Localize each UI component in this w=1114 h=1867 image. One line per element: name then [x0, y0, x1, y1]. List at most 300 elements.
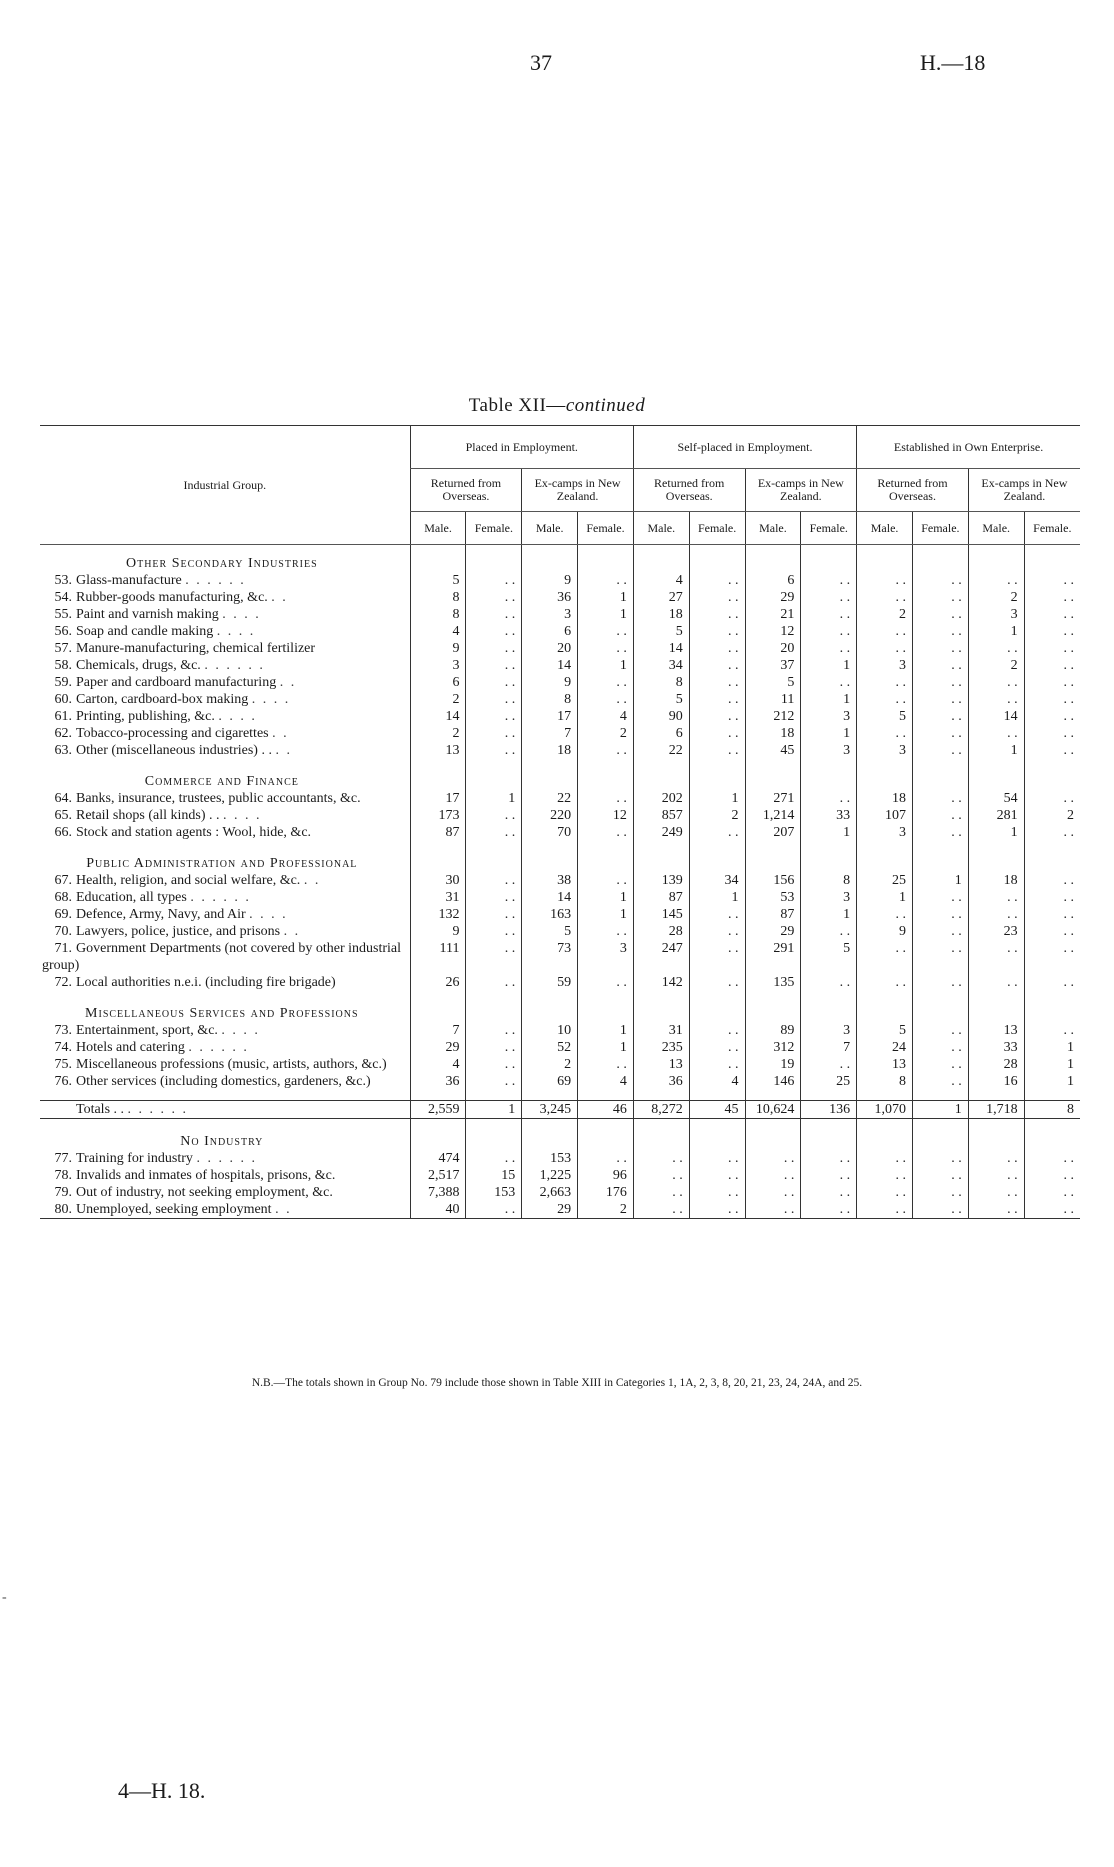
value-cell: . . — [1024, 606, 1080, 623]
value-cell: 3 — [522, 606, 578, 623]
leader-dots: . . . . — [218, 709, 257, 724]
value-cell: 3 — [801, 889, 857, 906]
value-cell: 36 — [410, 1073, 466, 1090]
value-cell: . . — [857, 1201, 913, 1219]
value-cell: . . — [578, 974, 634, 991]
empty-cell — [801, 545, 857, 573]
table-row — [40, 1039, 1080, 1056]
value-cell: 1 — [689, 790, 745, 807]
value-cell: 28 — [968, 1056, 1024, 1073]
value-cell: 21 — [745, 606, 801, 623]
value-cell: . . — [1024, 691, 1080, 708]
value-cell: . . — [689, 725, 745, 742]
value-cell: 9 — [522, 674, 578, 691]
value-cell: 31 — [410, 889, 466, 906]
row-label — [40, 872, 410, 889]
row-label-text: Training for industry — [76, 1151, 193, 1166]
value-cell: 7 — [522, 725, 578, 742]
empty-cell — [912, 991, 968, 1022]
value-cell: 87 — [633, 889, 689, 906]
table-row — [40, 1150, 1080, 1167]
value-cell: 3 — [857, 824, 913, 841]
empty-cell — [857, 545, 913, 573]
value-cell: 1 — [968, 623, 1024, 640]
value-cell: . . — [689, 1167, 745, 1184]
value-cell: 14 — [522, 889, 578, 906]
table-row — [40, 824, 1080, 841]
value-cell: 6 — [522, 623, 578, 640]
value-cell: 5 — [857, 708, 913, 725]
value-cell: . . — [857, 572, 913, 589]
footer-reference: 4—H. 18. — [118, 1778, 206, 1803]
value-cell: . . — [912, 940, 968, 974]
value-cell: . . — [801, 623, 857, 640]
leader-dots: . . . . . . — [188, 1040, 249, 1055]
value-cell: 2,517 — [410, 1167, 466, 1184]
value-cell: 8 — [801, 872, 857, 889]
value-cell: . . — [1024, 725, 1080, 742]
table-row — [40, 725, 1080, 742]
value-cell: . . — [1024, 790, 1080, 807]
value-cell: . . — [801, 923, 857, 940]
row-label — [40, 1022, 410, 1039]
value-cell: 1 — [801, 906, 857, 923]
value-cell: 1 — [578, 657, 634, 674]
row-number: 53. — [54, 573, 72, 588]
section-heading-row — [40, 1119, 1080, 1151]
value-cell: . . — [1024, 708, 1080, 725]
table-row — [40, 1201, 1080, 1219]
value-cell: . . — [466, 589, 522, 606]
value-cell: . . — [466, 974, 522, 991]
row-number: 70. — [54, 924, 72, 939]
empty-cell — [857, 759, 913, 790]
value-cell: . . — [857, 906, 913, 923]
table-row — [40, 623, 1080, 640]
row-label-text: Retail shops (all kinds) . . — [76, 808, 220, 823]
value-cell: . . — [912, 906, 968, 923]
value-cell: 1 — [578, 906, 634, 923]
sex-header: Male. — [968, 512, 1024, 545]
table-row — [40, 923, 1080, 940]
value-cell: . . — [578, 742, 634, 759]
value-cell: 1 — [968, 824, 1024, 841]
table-row — [40, 674, 1080, 691]
value-cell: 19 — [745, 1056, 801, 1073]
row-label-text: Rubber-goods manufacturing, &c. — [76, 590, 268, 605]
empty-cell — [410, 1090, 466, 1101]
value-cell: 96 — [578, 1167, 634, 1184]
value-cell: . . — [689, 940, 745, 974]
value-cell: . . — [912, 1039, 968, 1056]
empty-cell — [912, 545, 968, 573]
value-cell: 29 — [522, 1201, 578, 1219]
value-cell: 40 — [410, 1201, 466, 1219]
value-cell: . . — [968, 889, 1024, 906]
row-number: 61. — [54, 709, 72, 724]
value-cell: . . — [912, 1201, 968, 1219]
value-cell: 4 — [410, 1056, 466, 1073]
sex-header: Female. — [801, 512, 857, 545]
value-cell: . . — [466, 572, 522, 589]
value-cell: 1 — [466, 790, 522, 807]
value-cell: . . — [1024, 1184, 1080, 1201]
value-cell: . . — [578, 790, 634, 807]
value-cell: 156 — [745, 872, 801, 889]
value-cell: 5 — [522, 923, 578, 940]
value-cell: . . — [801, 589, 857, 606]
empty-cell — [801, 759, 857, 790]
value-cell: . . — [912, 807, 968, 824]
value-cell: . . — [1024, 940, 1080, 974]
value-cell: . . — [857, 623, 913, 640]
value-cell: 5 — [801, 940, 857, 974]
value-cell: . . — [912, 640, 968, 657]
empty-cell — [522, 545, 578, 573]
value-cell: . . — [578, 640, 634, 657]
subgroup-header: Ex-camps in New Zealand. — [968, 469, 1080, 512]
value-cell: 26 — [410, 974, 466, 991]
leader-dots: . . — [279, 675, 297, 690]
value-cell: 16 — [968, 1073, 1024, 1090]
value-cell: . . — [912, 1150, 968, 1167]
value-cell: . . — [968, 1150, 1024, 1167]
row-label-text: Hotels and catering — [76, 1040, 185, 1055]
value-cell: . . — [968, 940, 1024, 974]
row-label-text: Unemployed, seeking employment — [76, 1202, 272, 1217]
empty-cell — [466, 545, 522, 573]
sex-header: Female. — [912, 512, 968, 545]
value-cell: 18 — [857, 790, 913, 807]
table-row — [40, 708, 1080, 725]
value-cell: . . — [466, 708, 522, 725]
value-cell: . . — [1024, 640, 1080, 657]
value-cell: . . — [857, 1184, 913, 1201]
value-cell: 10 — [522, 1022, 578, 1039]
value-cell: . . — [1024, 824, 1080, 841]
value-cell: 281 — [968, 807, 1024, 824]
value-cell: 3 — [801, 742, 857, 759]
row-label — [40, 708, 410, 725]
row-number: 62. — [54, 726, 72, 741]
table-row — [40, 657, 1080, 674]
value-cell: . . — [1024, 572, 1080, 589]
empty-cell — [689, 759, 745, 790]
sex-header: Female. — [689, 512, 745, 545]
empty-cell — [522, 841, 578, 872]
row-label — [40, 974, 410, 991]
table-row — [40, 974, 1080, 991]
value-cell: . . — [801, 1167, 857, 1184]
leader-dots: . . . . — [222, 607, 261, 622]
leader-dots: . . . . — [221, 1023, 260, 1038]
row-label — [40, 1039, 410, 1056]
leader-dots: . . . . — [223, 808, 262, 823]
value-cell: 31 — [633, 1022, 689, 1039]
table-title-continued: continued — [565, 395, 646, 416]
row-label — [40, 742, 410, 759]
value-cell: 15 — [466, 1167, 522, 1184]
value-cell: 70 — [522, 824, 578, 841]
value-cell: . . — [689, 691, 745, 708]
value-cell: . . — [912, 742, 968, 759]
value-cell: 142 — [633, 974, 689, 991]
row-label-text: Carton, cardboard-box making — [76, 692, 249, 707]
table-container — [40, 425, 1080, 1219]
table-row — [40, 940, 1080, 974]
value-cell: . . — [633, 1184, 689, 1201]
value-cell: . . — [578, 872, 634, 889]
value-cell: . . — [857, 589, 913, 606]
empty-cell — [1024, 1119, 1080, 1151]
value-cell: . . — [689, 674, 745, 691]
value-cell: 18 — [522, 742, 578, 759]
value-cell: . . — [968, 640, 1024, 657]
value-cell: 2 — [578, 1201, 634, 1219]
row-number: 77. — [54, 1151, 72, 1166]
row-label — [40, 691, 410, 708]
value-cell: . . — [466, 742, 522, 759]
row-number: 55. — [54, 607, 72, 622]
table-row — [40, 1056, 1080, 1073]
value-cell: . . — [466, 640, 522, 657]
value-cell: 1 — [857, 889, 913, 906]
empty-cell — [466, 991, 522, 1022]
value-cell: 2 — [410, 725, 466, 742]
value-cell: . . — [578, 572, 634, 589]
value-cell: . . — [912, 691, 968, 708]
value-cell: 18 — [968, 872, 1024, 889]
value-cell: 37 — [745, 657, 801, 674]
value-cell: . . — [689, 606, 745, 623]
value-cell: . . — [689, 923, 745, 940]
value-cell: 163 — [522, 906, 578, 923]
value-cell: 45 — [689, 1101, 745, 1119]
row-number: 65. — [54, 808, 72, 823]
value-cell: 54 — [968, 790, 1024, 807]
leader-dots: . . . . — [216, 624, 256, 639]
value-cell: . . — [912, 790, 968, 807]
leader-dots: . . — [303, 873, 321, 888]
value-cell: 9 — [522, 572, 578, 589]
value-cell: 14 — [633, 640, 689, 657]
subgroup-header: Returned from Overseas. — [857, 469, 969, 512]
value-cell: 3 — [857, 657, 913, 674]
value-cell: . . — [912, 623, 968, 640]
row-label-text: Glass-manufacture — [76, 573, 182, 588]
value-cell: 8 — [633, 674, 689, 691]
value-cell: 207 — [745, 824, 801, 841]
value-cell: 89 — [745, 1022, 801, 1039]
value-cell: . . — [1024, 1150, 1080, 1167]
value-cell: . . — [912, 923, 968, 940]
row-label-text: Local authorities n.e.i. (including fire brigade) — [76, 975, 336, 990]
value-cell: 2,559 — [410, 1101, 466, 1119]
value-cell: 247 — [633, 940, 689, 974]
value-cell: . . — [466, 1039, 522, 1056]
empty-cell — [801, 841, 857, 872]
value-cell: 22 — [633, 742, 689, 759]
value-cell: . . — [912, 589, 968, 606]
value-cell: . . — [1024, 889, 1080, 906]
row-label-text: Paper and cardboard manufacturing — [76, 675, 277, 690]
value-cell: . . — [1024, 589, 1080, 606]
value-cell: . . — [1024, 1167, 1080, 1184]
row-number: 58. — [54, 658, 72, 673]
value-cell: 312 — [745, 1039, 801, 1056]
table-row — [40, 889, 1080, 906]
value-cell: 29 — [745, 589, 801, 606]
section-heading-row — [40, 841, 1080, 872]
row-number: 76. — [54, 1074, 72, 1089]
value-cell: . . — [578, 674, 634, 691]
row-label-text: Entertainment, sport, &c. — [76, 1023, 218, 1038]
value-cell: 2 — [857, 606, 913, 623]
value-cell: 1 — [578, 889, 634, 906]
empty-cell — [912, 1090, 968, 1101]
row-label — [40, 1056, 410, 1073]
value-cell: 22 — [522, 790, 578, 807]
industrial-group-table — [40, 425, 1080, 1219]
value-cell: . . — [857, 940, 913, 974]
empty-cell — [466, 841, 522, 872]
value-cell: 1 — [466, 1101, 522, 1119]
table-row — [40, 640, 1080, 657]
value-cell: 139 — [633, 872, 689, 889]
empty-cell — [689, 841, 745, 872]
value-cell: . . — [912, 1167, 968, 1184]
value-cell: . . — [912, 1184, 968, 1201]
value-cell: . . — [745, 1184, 801, 1201]
value-cell: 23 — [968, 923, 1024, 940]
table-footnote: N.B.—The totals shown in Group No. 79 include those shown in Table XIII in Categories 1, 1A, 2, 3, 8, 20, 21, 23, 24, 24A, and 25. — [251, 1377, 863, 1389]
row-number: 72. — [54, 975, 72, 990]
value-cell: . . — [1024, 1201, 1080, 1219]
value-cell: 2 — [578, 725, 634, 742]
row-label — [40, 725, 410, 742]
empty-cell — [968, 545, 1024, 573]
value-cell: . . — [689, 623, 745, 640]
value-cell: . . — [857, 640, 913, 657]
value-cell: 13 — [968, 1022, 1024, 1039]
empty-cell — [857, 841, 913, 872]
leader-dots: . . . . . . — [185, 573, 246, 588]
table-title — [0, 395, 1114, 417]
empty-cell — [410, 759, 466, 790]
value-cell: 6 — [633, 725, 689, 742]
value-cell: . . — [689, 657, 745, 674]
table-row — [40, 691, 1080, 708]
value-cell: 1 — [1024, 1056, 1080, 1073]
value-cell: 1 — [801, 657, 857, 674]
value-cell: . . — [578, 691, 634, 708]
value-cell: 1 — [912, 872, 968, 889]
value-cell: . . — [689, 1056, 745, 1073]
value-cell: . . — [633, 1167, 689, 1184]
value-cell: 5 — [410, 572, 466, 589]
leader-dots: . . . . . . — [196, 1151, 257, 1166]
leader-dots: . . — [271, 590, 288, 605]
value-cell: 5 — [857, 1022, 913, 1039]
table-row — [40, 1022, 1080, 1039]
value-cell: 12 — [745, 623, 801, 640]
value-cell: 3,245 — [522, 1101, 578, 1119]
value-cell: 87 — [745, 906, 801, 923]
value-cell: 45 — [745, 742, 801, 759]
row-label — [40, 906, 410, 923]
value-cell: 14 — [968, 708, 1024, 725]
value-cell: 5 — [745, 674, 801, 691]
value-cell: . . — [633, 1201, 689, 1219]
value-cell: 3 — [801, 1022, 857, 1039]
value-cell: . . — [466, 1056, 522, 1073]
row-number: 73. — [54, 1023, 72, 1038]
row-number: 64. — [54, 791, 72, 806]
value-cell: . . — [801, 790, 857, 807]
row-number: 66. — [54, 825, 72, 840]
row-label-text: Soap and candle making — [76, 624, 214, 639]
value-cell: 13 — [410, 742, 466, 759]
value-cell: . . — [801, 1150, 857, 1167]
value-cell: 249 — [633, 824, 689, 841]
value-cell: . . — [578, 623, 634, 640]
value-cell: 52 — [522, 1039, 578, 1056]
table-row — [40, 742, 1080, 759]
value-cell: . . — [689, 1184, 745, 1201]
value-cell: 1 — [578, 606, 634, 623]
value-cell: 1 — [912, 1101, 968, 1119]
row-label-text: Health, religion, and social welfare, &c. — [76, 873, 301, 888]
leader-dots: . . . . . . — [127, 1102, 189, 1117]
value-cell: 29 — [745, 923, 801, 940]
value-cell: . . — [968, 1167, 1024, 1184]
value-cell: 73 — [522, 940, 578, 974]
value-cell: 3 — [410, 657, 466, 674]
value-cell: . . — [466, 906, 522, 923]
value-cell: . . — [1024, 872, 1080, 889]
group-header-self-placed: Self-placed in Employment. — [633, 426, 856, 469]
row-label — [40, 824, 410, 841]
empty-cell — [466, 759, 522, 790]
subgroup-header: Ex-camps in New Zealand. — [745, 469, 857, 512]
empty-cell — [1024, 759, 1080, 790]
value-cell: 1,718 — [968, 1101, 1024, 1119]
empty-cell — [633, 841, 689, 872]
row-number: 67. — [54, 873, 72, 888]
group-header-established: Established in Own Enterprise. — [857, 426, 1080, 469]
value-cell: . . — [857, 674, 913, 691]
value-cell: 1,214 — [745, 807, 801, 824]
value-cell: 1 — [801, 824, 857, 841]
value-cell: 27 — [633, 589, 689, 606]
row-number: 56. — [54, 624, 72, 639]
row-label — [40, 657, 410, 674]
value-cell: 38 — [522, 872, 578, 889]
empty-cell — [1024, 841, 1080, 872]
subgroup-header: Returned from Overseas. — [633, 469, 745, 512]
row-label-text: Banks, insurance, trustees, public accountants, &c. — [76, 791, 361, 806]
value-cell: . . — [689, 742, 745, 759]
row-label-text: Stock and station agents : Wool, hide, &c. — [76, 825, 312, 840]
margin-mark: - — [2, 1590, 7, 1605]
empty-cell — [410, 841, 466, 872]
table-row — [40, 1073, 1080, 1090]
row-label — [40, 623, 410, 640]
value-cell: . . — [801, 1201, 857, 1219]
row-label-text: Printing, publishing, &c. — [76, 709, 215, 724]
row-number: 63. — [54, 743, 72, 758]
row-label — [40, 1184, 410, 1201]
